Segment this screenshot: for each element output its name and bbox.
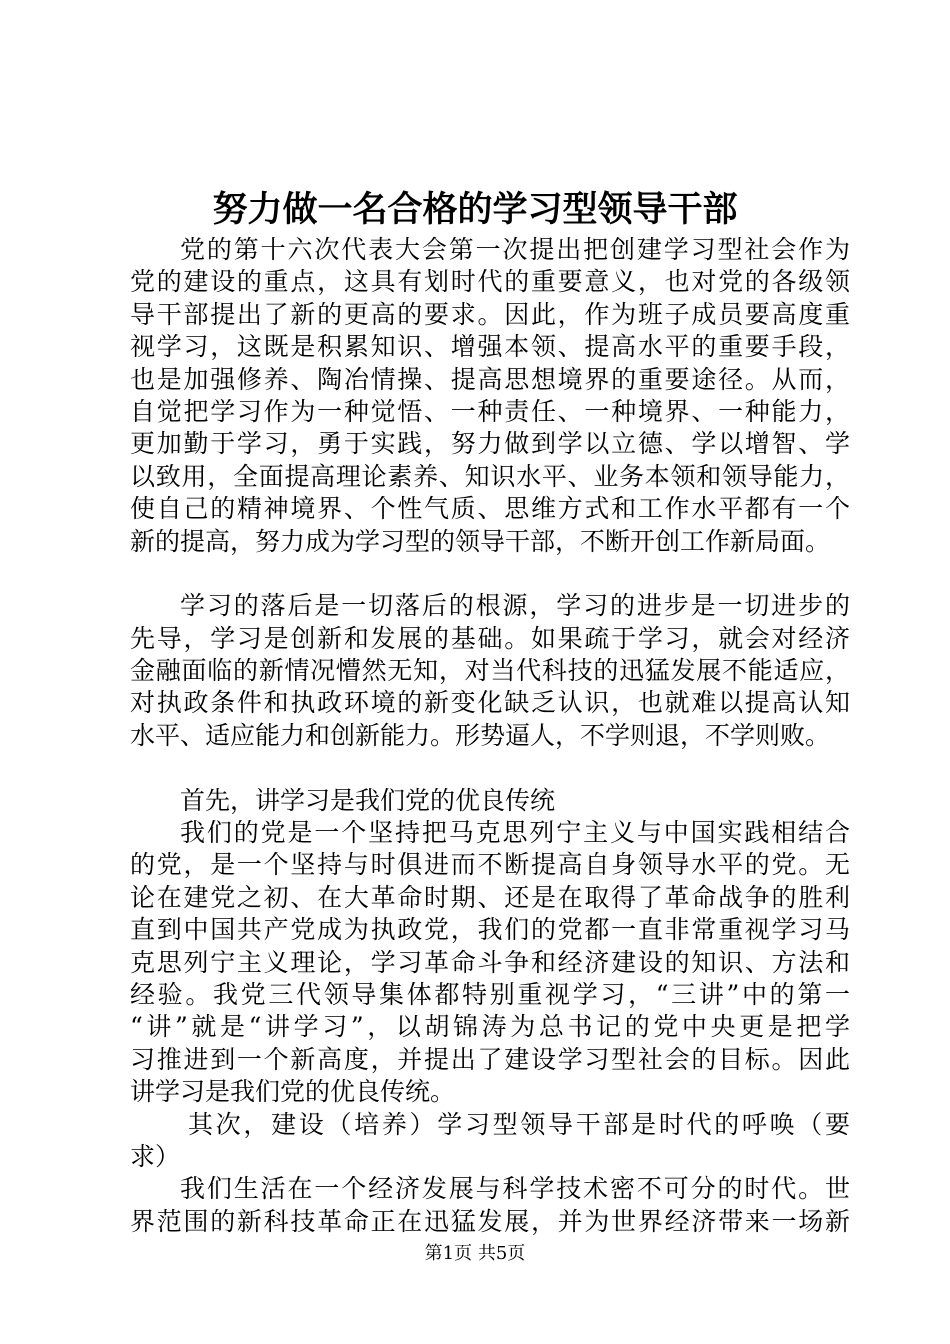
text-line: 使自己的精神境界、个性气质、思维方式和工作水平都有一个 bbox=[130, 494, 850, 524]
text-line: 导干部提出了新的更高的要求。因此，作为班子成员要高度重 bbox=[130, 299, 850, 329]
text-line: 界范围的新科技革命正在迅猛发展，并为世界经济带来一场新 bbox=[130, 1206, 850, 1236]
text-line: 讲学习是我们党的优良传统。 bbox=[130, 1077, 456, 1107]
text-line: 更加勤于学习，勇于实践，努力做到学以立德、学以增智、学 bbox=[130, 429, 850, 459]
text-line: 学习的落后是一切落后的根源，学习的进步是一切进步的 bbox=[180, 591, 850, 621]
text-line: 经验。我党三代领导集体都特别重视学习，“三讲”中的第一 bbox=[130, 979, 850, 1009]
page-footer: 第1页 共5页 bbox=[424, 1243, 526, 1264]
text-line: 党的建设的重点，这具有划时代的重要意义，也对党的各级领 bbox=[130, 267, 850, 297]
text-line: 其次，建设（培养）学习型领导干部是时代的呼唤（要 bbox=[188, 1109, 850, 1139]
paragraph bbox=[130, 590, 850, 752]
text-line: 克思列宁主义理论，学习革命斗争和经济建设的知识、方法和 bbox=[130, 947, 850, 977]
paragraph bbox=[130, 817, 850, 1109]
paragraph bbox=[130, 1173, 850, 1238]
text-line: 也是加强修养、陶冶情操、提高思想境界的重要途径。从而， bbox=[130, 364, 850, 394]
paragraph bbox=[130, 234, 850, 558]
text-line: 先导，学习是创新和发展的基础。如果疏于学习，就会对经济 bbox=[130, 623, 850, 653]
text-line: 求） bbox=[130, 1141, 181, 1171]
text-line: 我们的党是一个坚持把马克思列宁主义与中国实践相结合 bbox=[180, 818, 850, 848]
text-line: 金融面临的新情况懵然无知，对当代科技的迅猛发展不能适应， bbox=[130, 656, 850, 686]
text-line: 我们生活在一个经济发展与科学技术密不可分的时代。世 bbox=[180, 1174, 850, 1204]
text-line: “讲”就是“讲学习”，以胡锦涛为总书记的党中央更是把学 bbox=[130, 1012, 850, 1042]
text-line: 对执政条件和执政环境的新变化缺乏认识，也就难以提高认知 bbox=[130, 688, 850, 718]
text-line: 论在建党之初、在大革命时期、还是在取得了革命战争的胜利 bbox=[130, 882, 850, 912]
section-heading bbox=[130, 1109, 850, 1174]
text-line: 新的提高，努力成为学习型的领导干部，不断开创工作新局面。 bbox=[130, 526, 831, 556]
text-line: 直到中国共产党成为执政党，我们的党都一直非常重视学习马 bbox=[130, 915, 850, 945]
text-line: 以致用，全面提高理论素养、知识水平、业务本领和领导能力， bbox=[130, 461, 850, 491]
document-title: 努力做一名合格的学习型领导干部 bbox=[212, 189, 738, 230]
document-body bbox=[130, 234, 850, 1238]
text-line: 习推进到一个新高度，并提出了建设学习型社会的目标。因此 bbox=[130, 1044, 850, 1074]
section-heading bbox=[130, 785, 850, 817]
text-line: 视学习，这既是积累知识、增强本领、提高水平的重要手段， bbox=[130, 332, 850, 362]
paragraph-gap bbox=[130, 752, 850, 784]
text-line: 水平、适应能力和创新能力。形势逼人，不学则退，不学则败。 bbox=[130, 720, 831, 750]
text-line: 的党，是一个坚持与时俱进而不断提高自身领导水平的党。无 bbox=[130, 850, 850, 880]
text-line: 首先，讲学习是我们党的优良传统 bbox=[180, 785, 556, 815]
text-line: 自觉把学习作为一种觉悟、一种责任、一种境界、一种能力， bbox=[130, 396, 850, 426]
paragraph-gap bbox=[130, 558, 850, 590]
text-line: 党的第十六次代表大会第一次提出把创建学习型社会作为 bbox=[180, 235, 850, 264]
